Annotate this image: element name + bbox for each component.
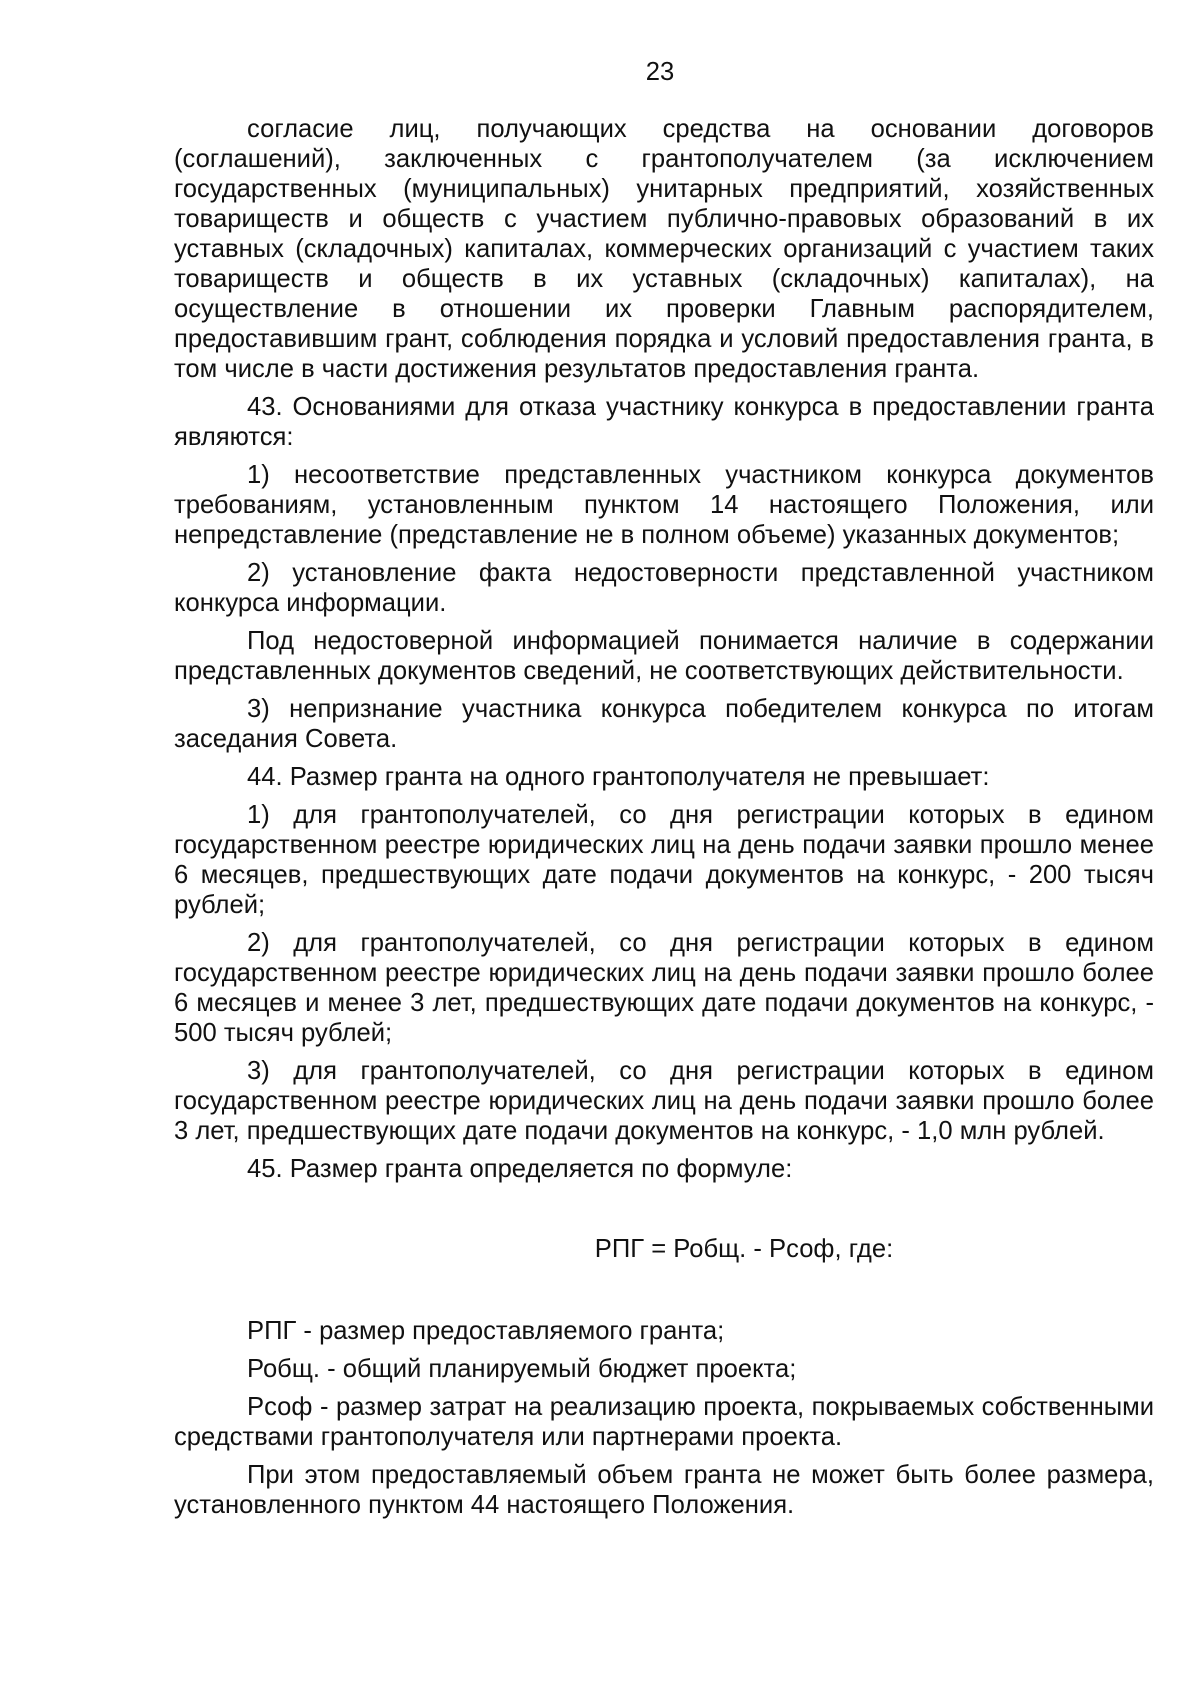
paragraph-44: 44. Размер гранта на одного грантополучателя не превышает:: [247, 763, 990, 791]
paragraph-consent: согласие лиц, получающих средства на основании договоров (соглашений), заключенных с грантополучателем (за исключением государственных (муниципальных) унитарных предприятий, хозяйственных товариществ и обществ с участием публично-правовых образований в их уставных (складочных) капиталах, коммерческих организаций с участием таких товариществ и обществ в их уставных (складочных) капиталах), на осуществление в отношении их проверки Главным распорядителем, предоставившим грант, соблюдения порядка и условий предоставления гранта, в том числе в части достижения результатов предоставления гранта.: [174, 115, 1154, 383]
paragraph-unreliable-info: Под недостоверной информацией понимается наличие в содержании представленных документов сведений, не соответствующих действительности.: [174, 627, 1154, 685]
paragraph-44-item-3: 3) для грантополучателей, со дня регистрации которых в едином государственном реестре юридических лиц на день подачи заявки прошло более 3 лет, предшествующих дате подачи документов на конкурс, - 1,0 млн рублей.: [174, 1057, 1154, 1145]
paragraph-43-item-3: 3) непризнание участника конкурса победителем конкурса по итогам заседания Совета.: [174, 695, 1154, 753]
paragraph-43: 43. Основаниями для отказа участнику конкурса в предоставлении гранта являются:: [174, 393, 1154, 451]
paragraph-43-item-2: 2) установление факта недостоверности представленной участником конкурса информации.: [174, 559, 1154, 617]
page-number: 23: [645, 58, 675, 86]
grant-formula: РПГ = Робщ. - Рсоф, где:: [594, 1235, 894, 1263]
definition-rsof: Рсоф - размер затрат на реализацию проекта, покрываемых собственными средствами грантополучателя или партнерами проекта.: [174, 1393, 1154, 1451]
definition-rpg: РПГ - размер предоставляемого гранта;: [247, 1317, 725, 1345]
paragraph-grant-limit: При этом предоставляемый объем гранта не может быть более размера, установленного пунктом 44 настоящего Положения.: [174, 1461, 1154, 1519]
paragraph-44-item-1: 1) для грантополучателей, со дня регистрации которых в едином государственном реестре юридических лиц на день подачи заявки прошло менее 6 месяцев, предшествующих дате подачи документов на конкурс, - 200 тысяч рублей;: [174, 801, 1154, 919]
document-body: [174, 114, 1154, 1528]
paragraph-43-item-1: 1) несоответствие представленных участником конкурса документов требованиям, установленным пунктом 14 настоящего Положения, или непредставление (представление не в полном объеме) указанных документов;: [174, 461, 1154, 549]
paragraph-44-item-2: 2) для грантополучателей, со дня регистрации которых в едином государственном реестре юридических лиц на день подачи заявки прошло более 6 месяцев и менее 3 лет, предшествующих дате подачи документов на конкурс, - 500 тысяч рублей;: [174, 929, 1154, 1047]
definition-robsch: Робщ. - общий планируемый бюджет проекта;: [247, 1355, 797, 1383]
paragraph-45: 45. Размер гранта определяется по формуле:: [247, 1155, 793, 1183]
